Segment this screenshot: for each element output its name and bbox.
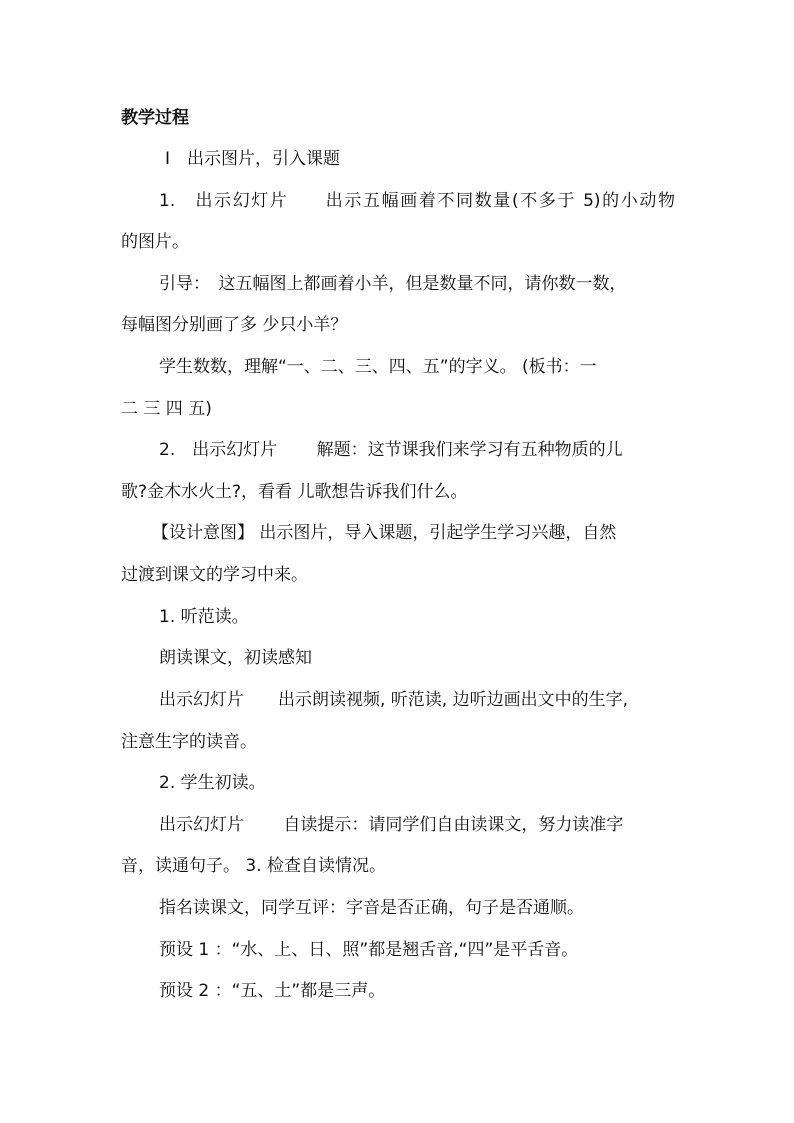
text-line: 的图片。 <box>121 232 189 252</box>
text-line: 指名读课文，同学互评：字音是否正确，句子是否通顺。 <box>159 898 584 918</box>
text-line: 歌?金木水火土?，看看 儿歌想告诉我们什么。 <box>121 482 468 502</box>
text-line: 二 三 四 五) <box>121 399 212 419</box>
text-line: 2. 学生初读。 <box>159 773 266 793</box>
text-line: 2. 出示幻灯片 解题：这节课我们来学习有五种物质的儿 <box>159 440 623 460</box>
text-line: 1. 出示幻灯片 出示五幅画着不同数量(不多于 5)的小动物 <box>159 191 675 211</box>
heading-line: Ⅰ 出示图片，引入课题 <box>165 149 341 169</box>
text-line: 出示幻灯片 出示朗读视频, 听范读, 边听边画出文中的生字, <box>159 690 629 710</box>
design-intent-line: 【设计意图】 出示图片，导入课题，引起学生学习兴趣，自然 <box>152 523 617 543</box>
text-line: 预设 2 ：“五、土”都是三声。 <box>159 981 386 1001</box>
text-line: 预设 1 ：“水、上、日、照”都是翘舌音,“四”是平舌音。 <box>159 940 579 960</box>
text-line: 引导： 这五幅图上都画着小羊，但是数量不同，请你数一数， <box>159 274 627 294</box>
text-line: 1. 听范读。 <box>159 607 249 627</box>
text-line: 学生数数，理解“一、二、三、四、五”的字义。 (板书：一 <box>159 357 597 377</box>
text-line: 出示幻灯片 自读提示：请同学们自由读课文，努力读准字 <box>159 815 624 835</box>
text-line: 音，读通句子。 3. 检查自读情况。 <box>121 856 387 876</box>
text-line: 注意生字的读音。 <box>121 732 257 752</box>
text-line: 朗读课文，初读感知 <box>159 648 312 668</box>
text-line: 过渡到课文的学习中来。 <box>121 565 308 585</box>
text-line: 每幅图分别画了多 少只小羊？ <box>121 315 348 335</box>
section-title: 教学过程 <box>121 108 189 128</box>
